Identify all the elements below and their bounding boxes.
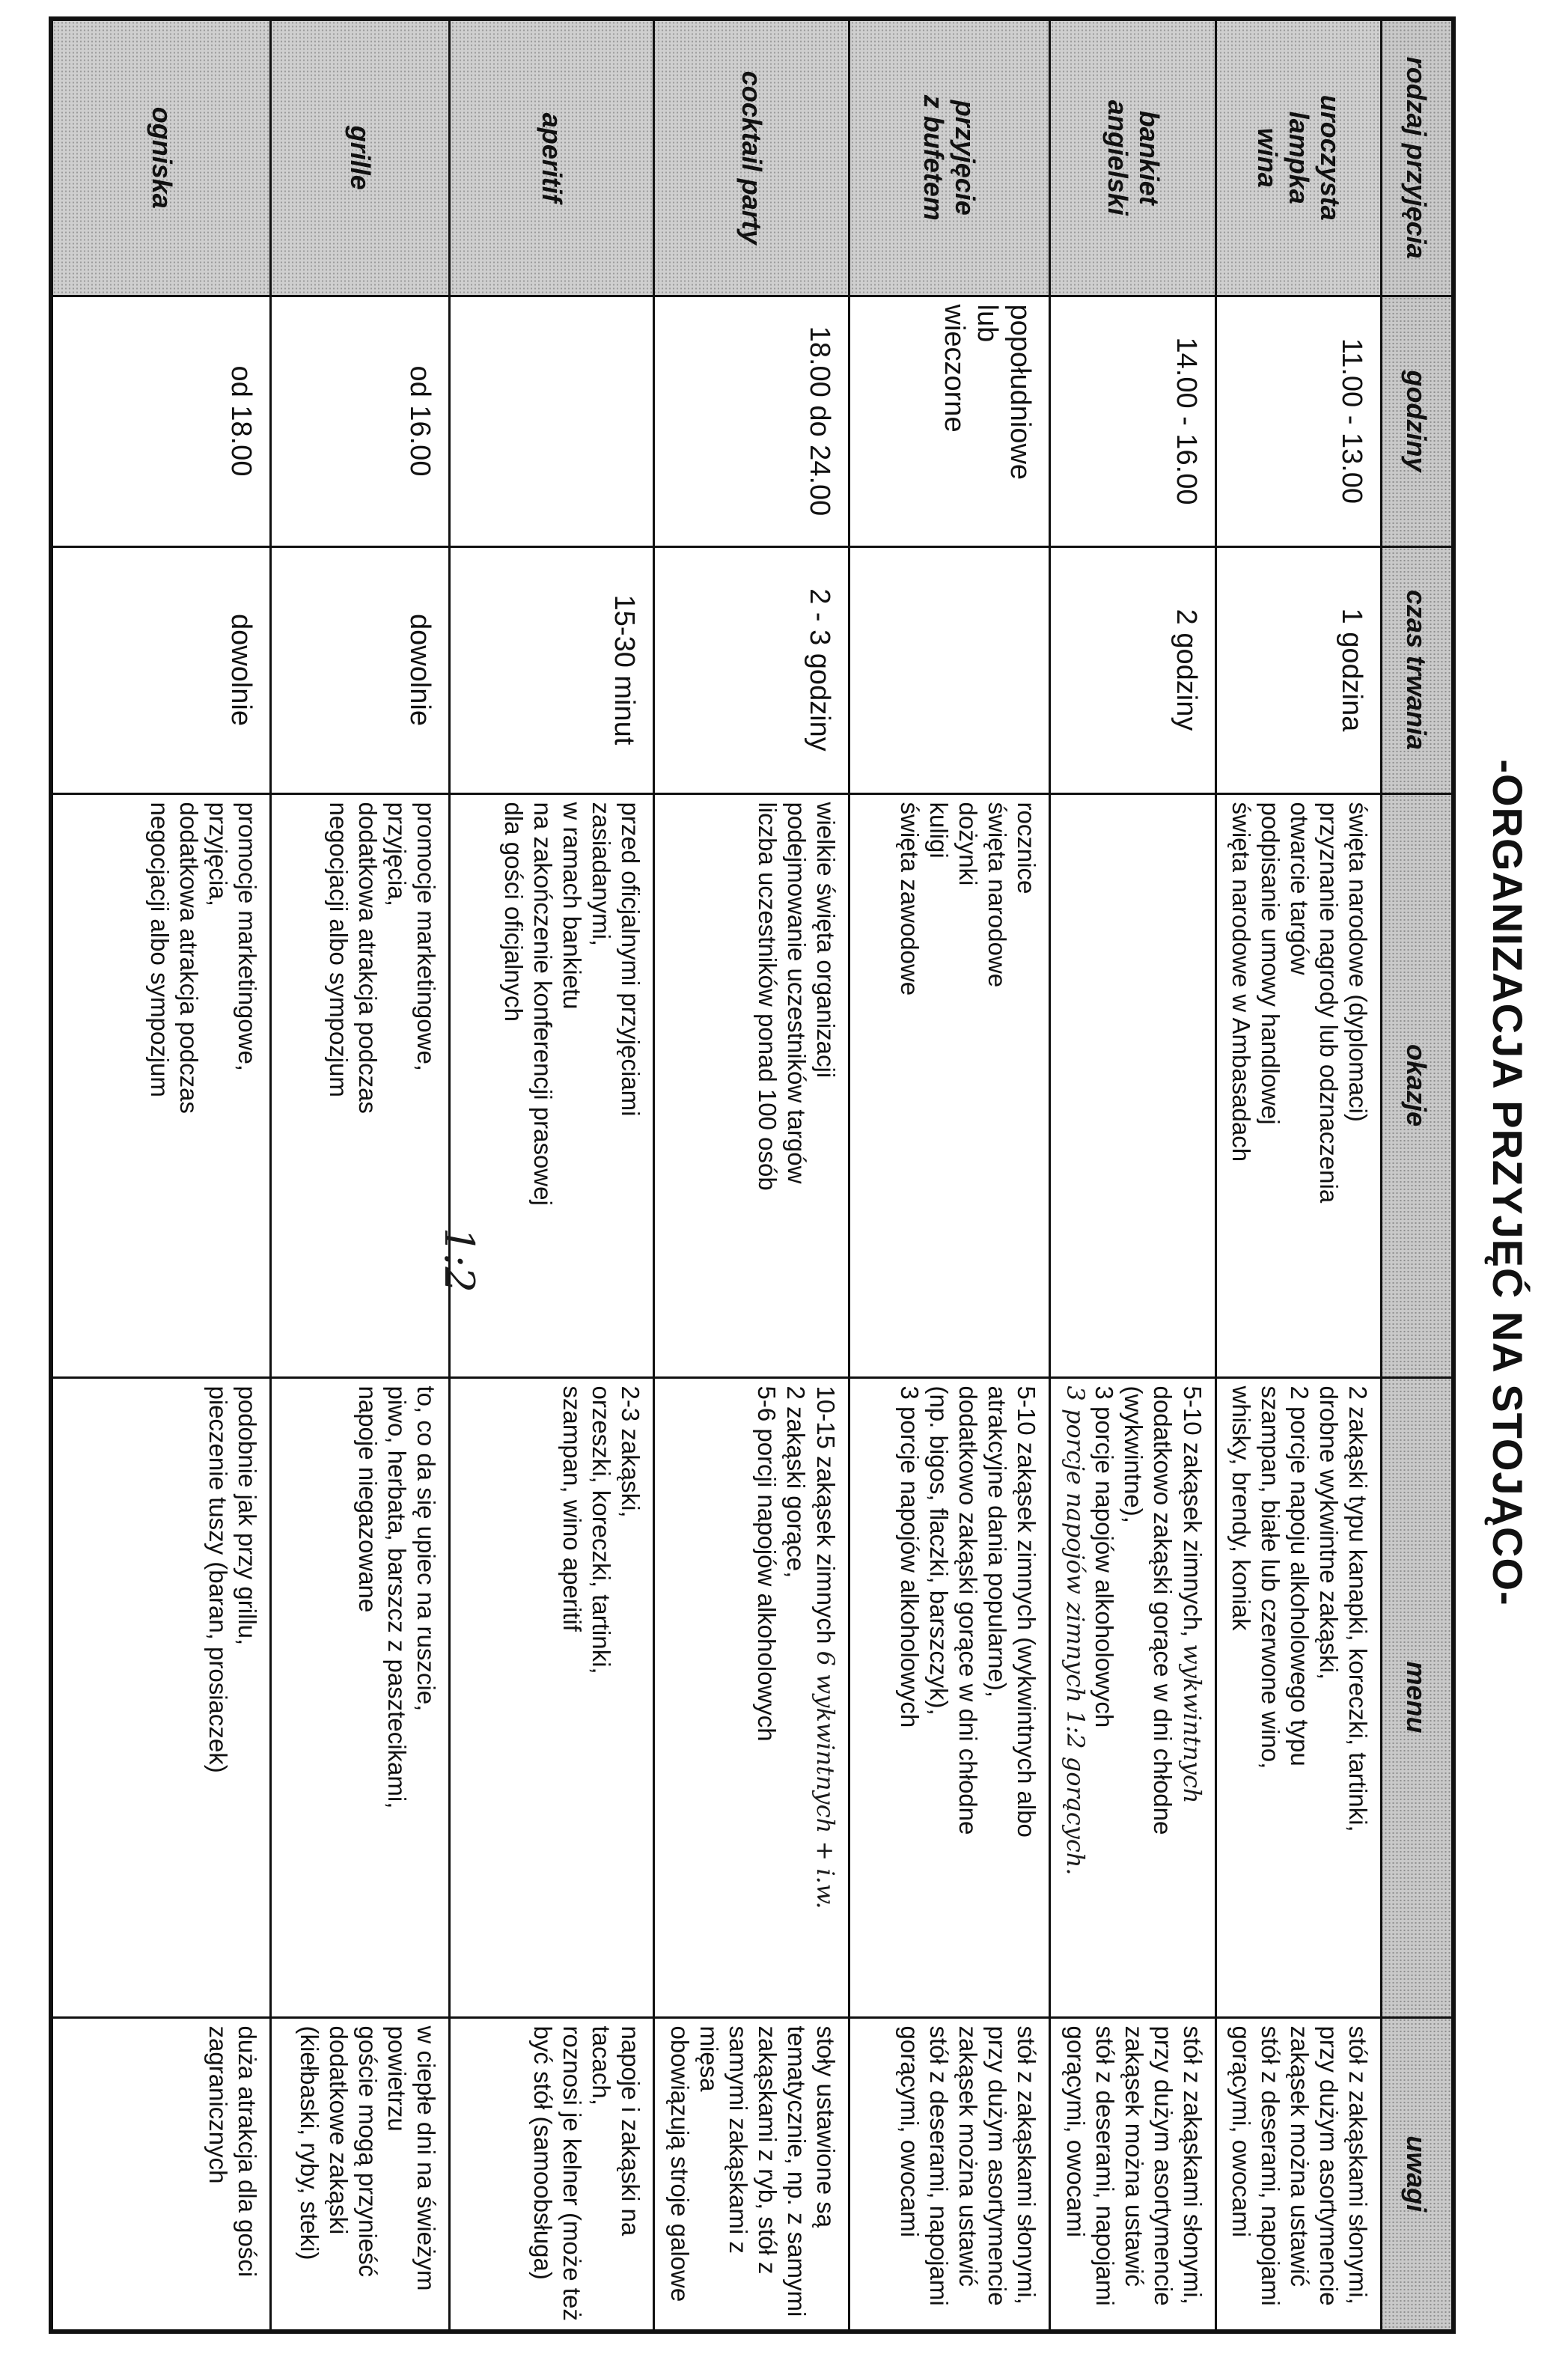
note-line: (kiełbaski, ryby, steki) (295, 2025, 323, 2260)
row-hours: 14.00 - 16.00 (1050, 296, 1216, 546)
note-line: samymi zakąskami z (724, 2025, 752, 2254)
table-header-row (1382, 19, 1454, 2332)
note-line: zakąsek można ustawić (1286, 2025, 1314, 2287)
note-line: gorącymi, owocami (1227, 2025, 1255, 2237)
row-occasions (1050, 793, 1216, 1377)
header-rodzaj: rodzaj przyjęcia (1382, 19, 1454, 296)
row-occasions (1216, 793, 1382, 1377)
occasion-line: negocjacji albo sympozjum (324, 802, 353, 1097)
note-line: zagranicznych (204, 2025, 233, 2184)
row-notes (849, 2017, 1050, 2332)
occasion-line: rocznice (1013, 802, 1041, 894)
occasion-line: dodatkowa atrakcja podczas (353, 802, 382, 1114)
menu-text: 10-15 zakąsek zimnych (811, 1385, 840, 1644)
row-hours (849, 296, 1050, 546)
row-menu (51, 1377, 271, 2017)
menu-line: 2-3 zakąski, (617, 1385, 645, 1518)
note-line: obowiązują stroje galowe (665, 2025, 694, 2302)
handwritten-annotation: 6 wykwintnych + i.w. (811, 1650, 840, 1909)
note-line: tacach, (588, 2025, 616, 2106)
table-row (849, 19, 1050, 2332)
page-title: -ORGANIZACJA PRZYJĘĆ NA STOJĄCO- (1484, 759, 1531, 1606)
occasion-line: dla gości oficjalnych (500, 802, 528, 1022)
row-occasions (654, 793, 849, 1377)
note-line: napoje i zakąski na (617, 2025, 645, 2236)
table-row (449, 19, 654, 2332)
note-line: roznosi je kelner (może też (558, 2025, 587, 2321)
note-line: powietrzu (382, 2025, 411, 2132)
row-hours: od 16.00 (271, 296, 449, 546)
occasion-line: w ramach bankietu (558, 802, 587, 1010)
note-line: gorącymi, owocami (896, 2025, 924, 2237)
note-line: przy dużym asortymencie (1150, 2025, 1178, 2306)
row-duration (849, 546, 1050, 793)
occasion-line: promocje marketingowe, (234, 802, 262, 1071)
row-notes (449, 2017, 654, 2332)
menu-line: szampan, białe lub czerwone wino, (1257, 1385, 1284, 1769)
menu-line: 3 porcje napojów alkoholowych (1090, 1385, 1119, 1728)
header-menu: menu (1382, 1377, 1454, 2017)
row-menu (849, 1377, 1050, 2017)
note-line: być stół (samoobsługa) (529, 2025, 558, 2280)
table-row (654, 19, 849, 2332)
note-line: dodatkowe zakąski (324, 2025, 353, 2235)
menu-text: 5-10 zakąsek zimnych, (1179, 1385, 1207, 1638)
occasion-line: wielkie święta organizacji (811, 802, 840, 1079)
note-line: zakąsek można ustawić (954, 2025, 983, 2287)
table-row (51, 19, 271, 2332)
header-godziny: godziny (1382, 296, 1454, 546)
row-duration: dowolnie (51, 546, 271, 793)
note-line: przy dużym asortymencie (1315, 2025, 1343, 2306)
menu-line: 2 zakąski gorące, (781, 1385, 810, 1579)
header-okazje: okazje (1382, 793, 1454, 1377)
menu-line: pieczenie tuszy (baran, prosiaczek) (204, 1385, 233, 1773)
menu-line (1177, 1386, 1207, 2009)
row-duration: 1 godzina (1216, 546, 1382, 793)
row-type: uroczysta lampka wina (1216, 19, 1382, 296)
menu-line: (wykwintne), (1120, 1385, 1148, 1523)
menu-line: napoje niegazowane (353, 1385, 382, 1613)
menu-line: whisky, brendy, koniak (1227, 1385, 1255, 1631)
row-type: grille (271, 19, 449, 296)
note-line: stół z deserami, napojami (1257, 2025, 1284, 2306)
row-occasions (51, 793, 271, 1377)
menu-line: atrakcyjne dania popularne), (983, 1385, 1012, 1698)
note-line: mięsa (695, 2025, 723, 2092)
header-czas: czas trwania (1382, 546, 1454, 793)
note-line: goście mogą przynieść (353, 2025, 382, 2278)
row-menu (654, 1377, 849, 2017)
hours-line: popołudniowe (1004, 304, 1037, 481)
hours-line: lub (971, 304, 1004, 343)
occasion-line: podpisanie umowy handlowej (1257, 802, 1284, 1125)
note-line: przy dużym asortymencie (983, 2025, 1012, 2306)
occasion-line: zasiadanymi, (588, 802, 616, 947)
occasion-line: liczba uczestników ponad 100 osób (753, 802, 781, 1191)
row-menu (1216, 1377, 1382, 2017)
hours-line: wieczorne (939, 304, 971, 433)
occasion-line: dodatkowa atrakcja podczas (175, 802, 204, 1114)
menu-line: 2 porcje napoju alkoholowego typu (1286, 1385, 1314, 1766)
occasion-line: podejmowanie uczestników targów (782, 802, 811, 1184)
table-row (1050, 19, 1216, 2332)
header-uwagi: uwagi (1382, 2017, 1454, 2332)
row-notes (271, 2017, 449, 2332)
row-occasions (849, 793, 1050, 1377)
row-type: bankiet angielski (1050, 19, 1216, 296)
menu-line: 3 porcje napojów alkoholowych (896, 1385, 924, 1728)
menu-line: 2 zakąski typu kanapki, koreczki, tartinki, (1344, 1385, 1372, 1832)
row-hours: 11.00 - 13.00 (1216, 296, 1382, 546)
occasion-line: otwarcie targów (1286, 802, 1314, 975)
menu-line: to, co da się upiec na ruszcie, (412, 1385, 440, 1712)
note-line: tematycznie, np. z samymi (782, 2025, 811, 2317)
menu-line: 5-6 porcji napojów alkoholowych (752, 1385, 781, 1742)
note-line: zakąskami z ryb, stół z (753, 2025, 781, 2275)
row-duration: dowolnie (271, 546, 449, 793)
row-hours: od 18.00 (51, 296, 271, 546)
menu-line: orzeszki, koreczki, tartinki, (588, 1385, 616, 1674)
row-type: przyjęcie z bufetem (849, 19, 1050, 296)
menu-line: (np. bigos, flaczki, barszczyk), (925, 1385, 954, 1716)
row-type: cocktail party (654, 19, 849, 296)
row-notes (654, 2017, 849, 2332)
occasion-line: święta zawodowe (896, 802, 924, 996)
note-line: gorącymi, owocami (1062, 2025, 1090, 2237)
menu-line: dodatkowo zakąski gorące w dni chłodne (954, 1385, 983, 1835)
menu-line: piwo, herbata, barszcz z pasztecikami, (382, 1385, 411, 1809)
note-line: zakąsek można ustawić (1120, 2025, 1149, 2287)
row-duration: 2 - 3 godziny (654, 546, 849, 793)
note-line: stół z deserami, napojami (925, 2025, 954, 2306)
row-occasions (271, 793, 449, 1377)
note-line: stoły ustawione są (811, 2025, 840, 2228)
menu-line: 5-10 zakąsek zimnych (wykwintnych albo (1013, 1385, 1041, 1838)
menu-line: podobnie jak przy grillu, (234, 1385, 262, 1646)
occasion-line: promocje marketingowe, (412, 802, 440, 1071)
occasion-line: przyjęcia, (382, 802, 411, 906)
row-type: aperitif (449, 19, 654, 296)
occasion-line: święta narodowe (dyplomaci) (1344, 802, 1372, 1122)
row-menu (1050, 1377, 1216, 2017)
menu-line: szampan, wino aperitif (558, 1385, 587, 1632)
occasion-line: przyznanie nagrody lub odznaczenia (1315, 802, 1343, 1204)
row-notes (1216, 2017, 1382, 2332)
menu-line (811, 1386, 841, 2009)
table-row (1216, 19, 1382, 2332)
occasion-line: święta narodowe (983, 802, 1012, 988)
row-duration: 15-30 minut (449, 546, 654, 793)
row-hours (449, 296, 654, 546)
note-line: w ciepłe dni na świeżym (412, 2025, 440, 2291)
row-hours: 18.00 do 24.00 (654, 296, 849, 546)
occasion-line: przyjęcia, (204, 802, 233, 906)
note-line: stół z zakąskami słonymi, (1344, 2025, 1372, 2305)
table-row (271, 19, 449, 2332)
handwritten-annotation: wykwintnych (1178, 1644, 1207, 1804)
row-type: ogniska (51, 19, 271, 296)
occasion-line: na zakończenie konferencji prasowej (529, 802, 558, 1206)
row-notes (1050, 2017, 1216, 2332)
note-line: duża atrakcja dla gości (234, 2025, 262, 2278)
row-menu (271, 1377, 449, 2017)
menu-line: dodatkowo zakąski gorące w dni chłodne (1149, 1385, 1177, 1835)
row-menu (449, 1377, 654, 2017)
menu-line: drobne wykwintne zakąski, (1315, 1385, 1343, 1680)
reception-table (49, 16, 1456, 2334)
occasion-line: negocjacji albo sympozjum (146, 802, 174, 1097)
occasion-line: kuligi (925, 802, 954, 859)
note-line: stół z zakąskami słonymi, (1013, 2025, 1041, 2305)
occasion-line: dożynki (954, 802, 983, 886)
row-duration: 2 godziny (1050, 546, 1216, 793)
note-line: stół z deserami, napojami (1091, 2025, 1120, 2306)
row-notes (51, 2017, 271, 2332)
occasion-line: święta narodowe w Ambasadach (1227, 802, 1255, 1162)
occasion-line: przed oficjalnymi przyjęciami (617, 802, 645, 1117)
handwritten-annotation: 3 porcje napojów zimnych 1:2 gorących. (1061, 1385, 1090, 1876)
handwritten-ratio-note: 1:2 (436, 1228, 483, 1293)
note-line: stół z zakąskami słonymi, (1179, 2025, 1207, 2305)
